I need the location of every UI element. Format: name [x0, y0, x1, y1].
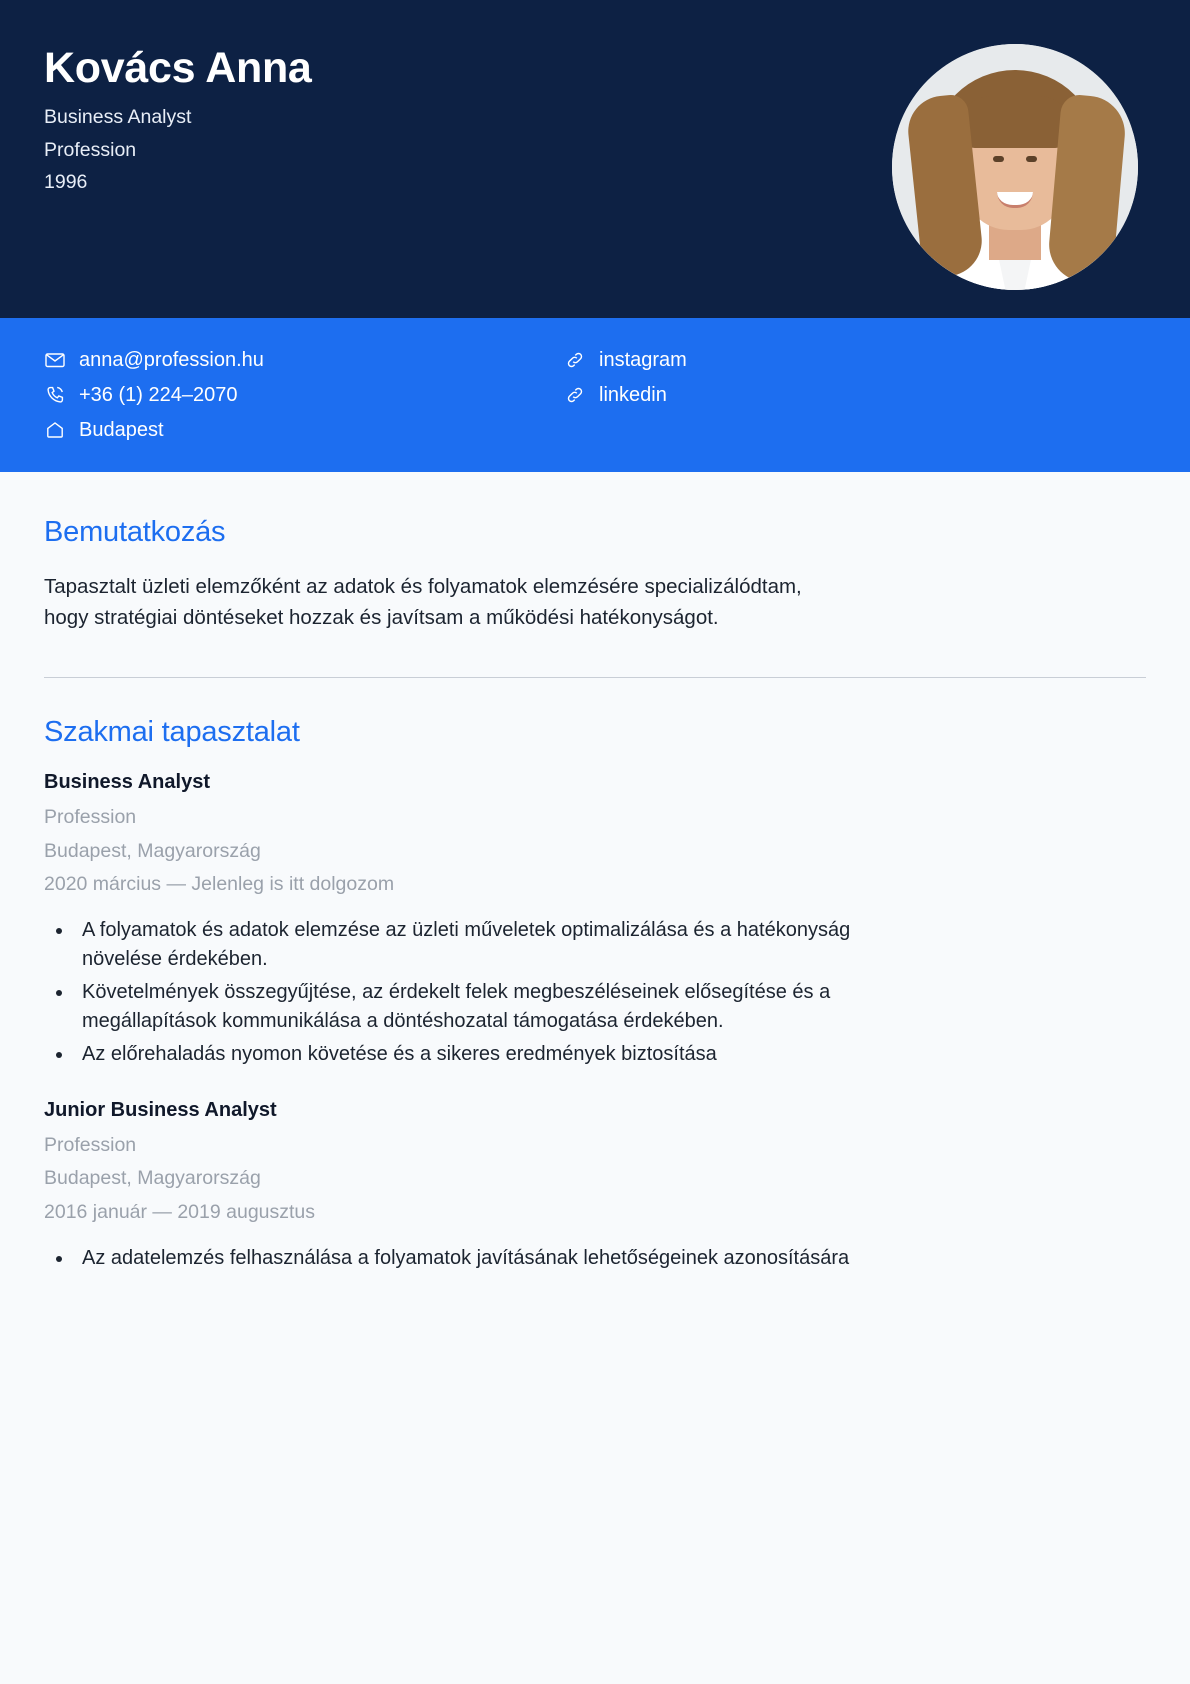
contact-location	[44, 418, 564, 442]
job-bullet: • A folyamatok és adatok elemzése az üzleti műveletek optimalizálása és a hatékonyság növelése érdekében.	[74, 916, 874, 974]
link-icon	[564, 384, 586, 406]
envelope-icon	[44, 349, 66, 371]
job-company: Profession	[44, 1133, 137, 1156]
job-bullet: • Az előrehaladás nyomon követése és a sikeres eredmények biztosítása	[74, 1040, 874, 1069]
job-position: Junior Business Analyst	[44, 1098, 277, 1121]
contact-phone[interactable]	[44, 383, 564, 407]
contact-instagram[interactable]	[564, 348, 687, 372]
page-title: Kovács Anna	[44, 44, 312, 92]
section-about	[44, 516, 1146, 633]
avatar	[892, 44, 1138, 290]
contact-linkedin[interactable]	[564, 383, 687, 407]
section-divider	[44, 677, 1146, 678]
contact-column-social	[564, 348, 687, 442]
experience-item	[44, 771, 1146, 1069]
contact-email-text: anna@profession.hu	[79, 349, 264, 371]
avatar-eye-right	[1026, 156, 1037, 162]
contact-location-text: Budapest	[79, 419, 164, 441]
avatar-eye-left	[993, 156, 1004, 162]
section-about-text: Tapasztalt üzleti elemzőként az adatok és folyamatok elemzésére specializálódtam, hogy stratégiai döntéseket hozzak és javítsam a működési hatékonyságot.	[44, 575, 802, 630]
experience-item	[44, 1099, 1146, 1273]
job-bullet-list	[74, 916, 1146, 1069]
section-experience-title: Szakmai tapasztalat	[44, 716, 300, 749]
job-bullet: • Az adatelemzés felhasználása a folyamatok javításának lehetőségeinek azonosítására	[74, 1244, 874, 1273]
job-location: Budapest, Magyarország	[44, 1167, 261, 1190]
job-bullet-list	[74, 1244, 1146, 1273]
job-period: 2020 március — Jelenleg is itt dolgozom	[44, 873, 395, 896]
job-company: Profession	[44, 806, 137, 829]
job-position: Business Analyst	[44, 771, 210, 794]
resume-header	[0, 0, 1190, 318]
contact-column-primary	[44, 348, 564, 442]
job-period: 2016 január — 2019 augusztus	[44, 1200, 316, 1223]
contact-email[interactable]	[44, 348, 564, 372]
contact-linkedin-text: linkedin	[599, 384, 667, 406]
home-icon	[44, 419, 66, 441]
section-about-title: Bemutatkozás	[44, 516, 226, 548]
job-bullet: • Követelmények összegyűjtése, az érdekelt felek megbeszéléseinek elősegítése és a megállapítások kommunikálása a döntéshozatal támogatása érdekében.	[74, 978, 874, 1036]
header-job-title: Business Analyst	[44, 106, 192, 129]
section-experience	[44, 716, 1146, 1272]
header-birth-year: 1996	[44, 170, 88, 193]
resume-body	[0, 472, 1190, 1273]
header-identity	[44, 40, 312, 198]
header-company: Profession	[44, 138, 137, 161]
link-icon	[564, 349, 586, 371]
contact-phone-text: +36 (1) 224–2070	[79, 384, 238, 406]
contact-instagram-text: instagram	[599, 349, 687, 371]
avatar-fringe	[957, 96, 1073, 148]
job-location: Budapest, Magyarország	[44, 839, 261, 862]
contact-bar	[0, 318, 1190, 472]
phone-icon	[44, 384, 66, 406]
